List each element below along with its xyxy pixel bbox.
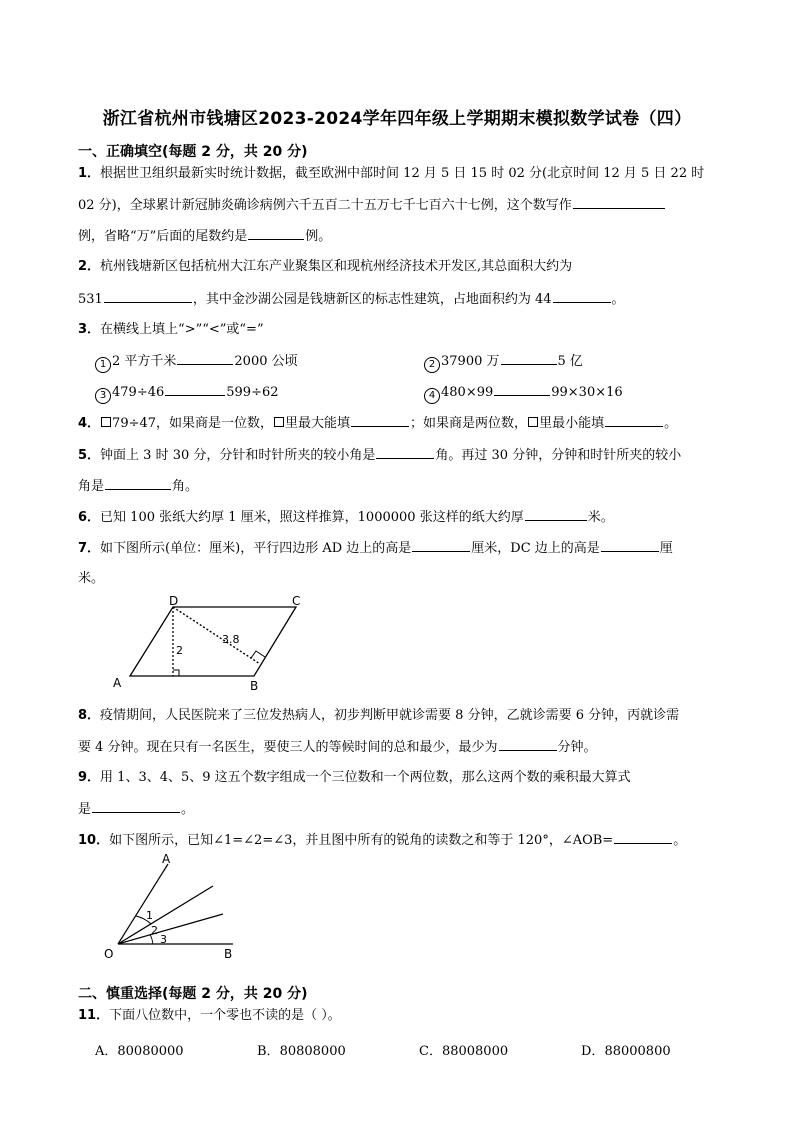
item-left-expression: 37900 万 <box>441 354 500 369</box>
angle-label-3: 3 <box>160 933 167 946</box>
item-left-expression: 479÷46 <box>112 385 165 400</box>
question-1-line-2 <box>78 196 666 215</box>
option-label: D． <box>581 1044 605 1059</box>
question-text: 。 <box>664 416 678 431</box>
question-text: 02 分)，全球累计新冠肺炎确诊病例六千五百二十五万七千七百六十七例，这个数写作 <box>78 198 572 213</box>
question-number: 9． <box>78 770 101 785</box>
question-6-line-1 <box>78 508 614 527</box>
question-2-line-2 <box>78 290 625 309</box>
question-9-line-2 <box>78 800 194 819</box>
answer-blank[interactable] <box>573 196 665 209</box>
empty-box-icon <box>528 417 538 427</box>
question-7-line-2 <box>78 570 104 588</box>
diagonal-label: 3.8 <box>222 633 240 646</box>
question-number: 2． <box>78 259 101 274</box>
angle-figure <box>98 852 248 962</box>
item-right-expression: 99×30×16 <box>551 385 623 400</box>
choice-option-c[interactable] <box>419 1040 508 1059</box>
question-text: 角。 <box>172 479 199 494</box>
circled-number-1: 1 <box>95 357 111 373</box>
question-8-line-1 <box>78 707 679 725</box>
question-text: 。 <box>181 802 195 817</box>
answer-blank[interactable] <box>351 414 409 427</box>
item-right-expression: 2000 公顷 <box>234 354 298 369</box>
vertex-label-a: A <box>113 676 122 690</box>
page-title: 浙江省杭州市钱塘区2023-2024学年四年级上学期期末模拟数学试卷（四） <box>102 109 692 129</box>
question-number: 6． <box>78 510 101 525</box>
choice-option-b[interactable] <box>257 1040 346 1059</box>
question-text: 角。再过 30 分钟，分钟和时针所夹的较小 <box>435 448 682 463</box>
question-1-line-3 <box>78 227 331 246</box>
question-text: 米。 <box>78 571 105 586</box>
vertex-label-d: D <box>169 596 179 608</box>
empty-box-icon <box>274 417 284 427</box>
answer-blank[interactable] <box>248 227 304 240</box>
option-label: C． <box>419 1044 442 1059</box>
answer-blank[interactable] <box>92 800 180 813</box>
question-number: 7． <box>78 541 101 556</box>
option-value: 88008000 <box>441 1044 509 1059</box>
item-left-expression: 2 平方千米 <box>112 354 177 369</box>
question-3-item-1 <box>95 352 298 373</box>
section-heading-multiple-choice: 二、慎重选择(每题 2 分，共 20 分) <box>78 986 308 1002</box>
question-9-line-1 <box>78 769 631 787</box>
question-text: 例。 <box>305 229 332 244</box>
option-value: 80808000 <box>279 1044 346 1059</box>
question-text: 79÷47，如果商是一位数， <box>112 416 274 431</box>
question-text: 下面八位数中，一个零也不读的是（ ）。 <box>109 1008 341 1023</box>
question-text: 。 <box>611 292 625 307</box>
point-label-b: B <box>224 947 233 961</box>
item-right-expression: 5 亿 <box>557 354 583 369</box>
question-number: 1． <box>78 166 101 181</box>
question-4-line-1 <box>78 414 677 433</box>
answer-blank[interactable] <box>501 352 557 365</box>
circled-number-2: 2 <box>424 357 440 373</box>
answer-blank[interactable] <box>499 738 557 751</box>
question-text: 要 4 分钟。现在只有一名医生，要使三人的等候时间的总和最少，最少为 <box>78 740 498 755</box>
question-11-line-1 <box>78 1007 341 1025</box>
empty-box-icon <box>101 417 111 427</box>
question-text: 角是 <box>78 479 105 494</box>
question-text: 分钟。 <box>557 740 597 755</box>
circled-number-4: 4 <box>424 388 440 404</box>
question-5-line-2 <box>78 477 198 496</box>
question-text: 已知 100 张纸大约厚 1 厘米，照这样推算，1000000 张这样的纸大约厚 <box>100 510 524 525</box>
question-text: 杭州钱塘新区包括杭州大江东产业聚集区和现杭州经济技术开发区,其总面积大约为 <box>100 259 573 274</box>
question-text: 钟面上 3 时 30 分，分针和时针所夹的较小角是 <box>100 448 376 463</box>
answer-blank[interactable] <box>412 539 470 552</box>
choice-option-d[interactable] <box>581 1040 671 1059</box>
question-text: 531 <box>78 292 103 307</box>
question-3-item-4 <box>424 383 623 404</box>
vertex-label-c: C <box>292 596 301 608</box>
answer-blank[interactable] <box>105 477 171 490</box>
question-3-line-1 <box>78 321 264 339</box>
question-number: 8． <box>78 708 101 723</box>
question-7-line-1 <box>78 539 673 558</box>
question-text: 根据世卫组织最新实时统计数据，截至欧洲中部时间 12 月 5 日 15 时 02 分(北京时间 12 月 5 日 22 时 <box>100 166 705 181</box>
parallelogram-figure <box>110 596 310 692</box>
choice-option-a[interactable] <box>95 1040 184 1059</box>
question-text: 厘米，DC 边上的高是 <box>471 541 600 556</box>
question-number: 3． <box>78 322 101 337</box>
question-3-item-2 <box>424 352 583 373</box>
question-text: 是 <box>78 802 92 817</box>
question-text: 里最大能填 <box>285 416 351 431</box>
answer-blank[interactable] <box>605 414 663 427</box>
question-text: 厘 <box>659 541 673 556</box>
question-10-line-1 <box>78 831 686 850</box>
question-text: 在横线上填上“>”“<”或“=” <box>100 322 264 337</box>
question-number: 10． <box>78 833 110 848</box>
point-label-o: O <box>104 947 114 961</box>
item-right-expression: 599÷62 <box>226 385 279 400</box>
answer-blank[interactable] <box>177 352 233 365</box>
answer-blank[interactable] <box>165 383 225 396</box>
question-number: 5． <box>78 448 101 463</box>
parallelogram-outline <box>130 607 296 676</box>
question-text: 用 1、3、4、5、9 这五个数字组成一个三位数和一个两位数，那么这两个数的乘积最大算式 <box>100 770 631 785</box>
option-label: A． <box>95 1044 118 1059</box>
point-label-a: A <box>162 852 171 866</box>
question-2-line-1 <box>78 258 572 276</box>
question-5-line-1 <box>78 446 681 465</box>
answer-blank[interactable] <box>614 831 672 844</box>
right-angle-mark <box>173 670 179 676</box>
option-value: 88000800 <box>604 1044 671 1059</box>
question-text: 如下图所示(单位：厘米)，平行四边形 AD 边上的高是 <box>100 541 412 556</box>
question-text: 例，省略“万”后面的尾数约是 <box>78 229 248 244</box>
question-1-line-1 <box>78 165 704 183</box>
answer-blank[interactable] <box>494 383 550 396</box>
answer-blank[interactable] <box>525 508 587 521</box>
question-number: 4． <box>78 416 101 431</box>
vertex-label-b: B <box>250 679 259 692</box>
question-3-item-3 <box>95 383 279 404</box>
answer-blank[interactable] <box>553 290 611 303</box>
right-angle-mark <box>251 651 265 658</box>
question-text: 。 <box>673 833 687 848</box>
answer-blank[interactable] <box>601 539 659 552</box>
question-text: ，其中金沙湖公园是钱塘新区的标志性建筑，占地面积约为 44 <box>192 292 552 307</box>
section-heading-fill-blank: 一、正确填空(每题 2 分，共 20 分) <box>78 144 308 160</box>
item-left-expression: 480×99 <box>441 385 494 400</box>
question-text: ；如果商是两位数， <box>410 416 528 431</box>
answer-blank[interactable] <box>104 290 192 303</box>
angle-label-1: 1 <box>146 909 153 922</box>
option-label: B． <box>257 1044 280 1059</box>
question-text: 里最小能填 <box>539 416 605 431</box>
question-text: 疫情期间，人民医院来了三位发热病人，初步判断甲就诊需要 8 分钟，乙就诊需要 6 分钟，丙就诊需 <box>100 708 680 723</box>
option-value: 80080000 <box>117 1044 184 1059</box>
answer-blank[interactable] <box>376 446 434 459</box>
question-text: 米。 <box>587 510 614 525</box>
question-text: 如下图所示，已知∠1=∠2=∠3，并且图中所有的锐角的读数之和等于 120°，∠AOB= <box>109 833 614 848</box>
angle-label-2: 2 <box>151 924 158 937</box>
circled-number-3: 3 <box>95 388 111 404</box>
question-number: 11． <box>78 1008 110 1023</box>
height-line-dc <box>173 607 260 664</box>
question-8-line-2 <box>78 738 597 757</box>
height-label: 2 <box>176 644 183 657</box>
